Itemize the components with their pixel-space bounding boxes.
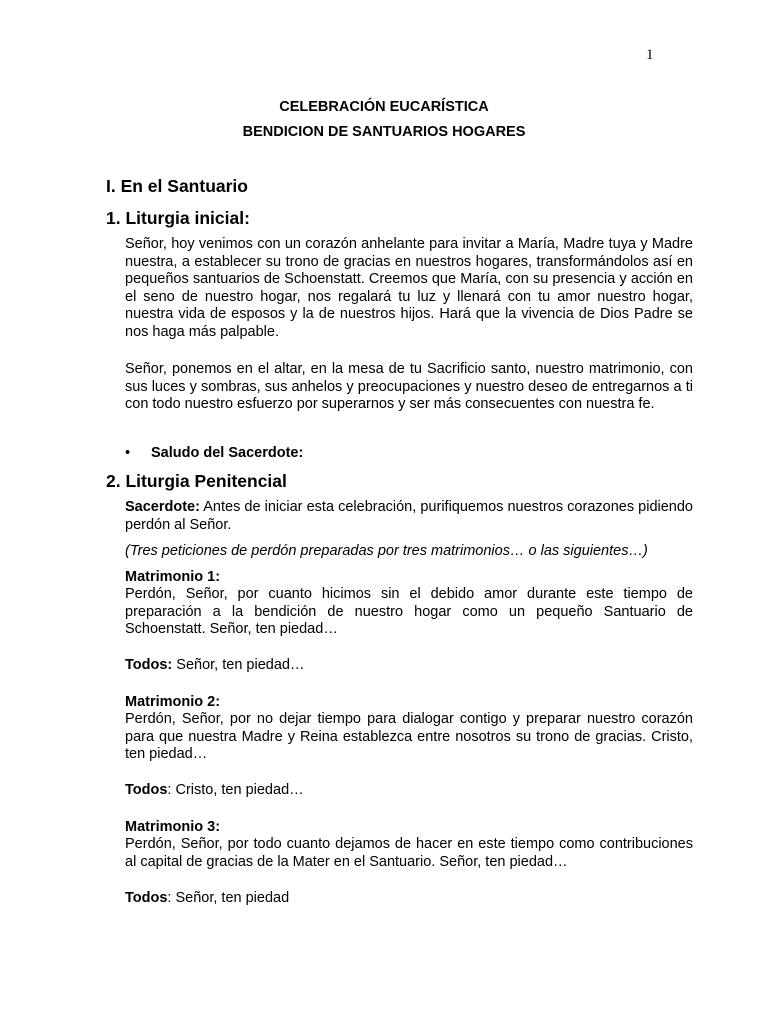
bullet-icon: • <box>125 445 131 461</box>
petition-1-label <box>125 569 693 587</box>
petition-2-text: Perdón, Señor, por no dejar tiempo para dialogar contigo y preparar nuestro corazón para que nuestra Madre y Reina establezca entre nosotros su trono de gracias. Cristo, ten piedad… <box>125 711 693 763</box>
petition-3-response <box>125 890 693 908</box>
petition-3-label <box>125 819 693 837</box>
section-heading-liturgia-penitencial: 2. Liturgia Penitencial <box>106 471 287 491</box>
response-label: Todos: <box>125 657 173 673</box>
page-number: 1 <box>646 47 654 63</box>
petition-3-text: Perdón, Señor, por todo cuanto dejamos de hacer en este tiempo como contribuciones al capital de gracias de la Mater en el Santuario. Señor, ten piedad… <box>125 836 693 870</box>
document-subtitle: BENDICION DE SANTUARIOS HOGARES <box>242 124 526 140</box>
document-title: CELEBRACIÓN EUCARÍSTICA <box>279 99 489 115</box>
petition-label: Matrimonio 3: <box>125 819 221 835</box>
sacerdote-label: Sacerdote: <box>125 499 200 515</box>
petition-1-text: Perdón, Señor, por cuanto hicimos sin el debido amor durante este tiempo de preparación a la bendición de nuestro hogar como un pequeño Santuario de Schoenstatt. Señor, ten piedad… <box>125 586 693 638</box>
paragraph-liturgia-inicial-2: Señor, ponemos en el altar, en la mesa de tu Sacrificio santo, nuestro matrimonio, con sus luces y sombras, sus anhelos y preocupaciones y nuestro deseo de entregarnos a ti con todo nuestro esfuerzo por superarnos y ser más consecuentes con nuestra fe. <box>125 361 693 413</box>
response-label: Todos <box>125 782 168 798</box>
response-text: Señor, ten piedad… <box>172 657 305 673</box>
response-label: Todos <box>125 890 168 906</box>
bullet-label: Saludo del Sacerdote: <box>151 445 304 461</box>
section-heading-liturgia-inicial: 1. Liturgia inicial: <box>106 208 250 228</box>
petition-2-response <box>125 782 693 800</box>
paragraph-sacerdote <box>125 499 693 534</box>
instruction-text: (Tres peticiones de perdón preparadas por tres matrimonios… o las siguientes…) <box>125 543 648 559</box>
section-heading-santuario: I. En el Santuario <box>106 176 248 196</box>
response-text: : Señor, ten piedad <box>167 890 290 906</box>
petition-label: Matrimonio 2: <box>125 694 221 710</box>
petition-label: Matrimonio 1: <box>125 569 221 585</box>
paragraph-liturgia-inicial-1: Señor, hoy venimos con un corazón anhelante para invitar a María, Madre tuya y Madre nuestra, a establecer su trono de gracias en nuestros hogares, transformándolos así en pequeños santuarios de Schoenstatt. Creemos que María, con su presencia y acción en el seno de nuestro hogar, nos regalará tu luz y llenará con tu amor nuestro hogar, nuestra vida de esposos y la de nuestros hijos. Hará que la vivencia de Dios Padre se nos haga más palpable. <box>125 236 693 340</box>
sacerdote-text: Antes de iniciar esta celebración, purifiquemos nuestros corazones pidiendo perdón al Señor. <box>125 499 693 533</box>
petition-2-label <box>125 694 693 712</box>
response-text: : Cristo, ten piedad… <box>167 782 304 798</box>
petition-1-response <box>125 657 693 675</box>
